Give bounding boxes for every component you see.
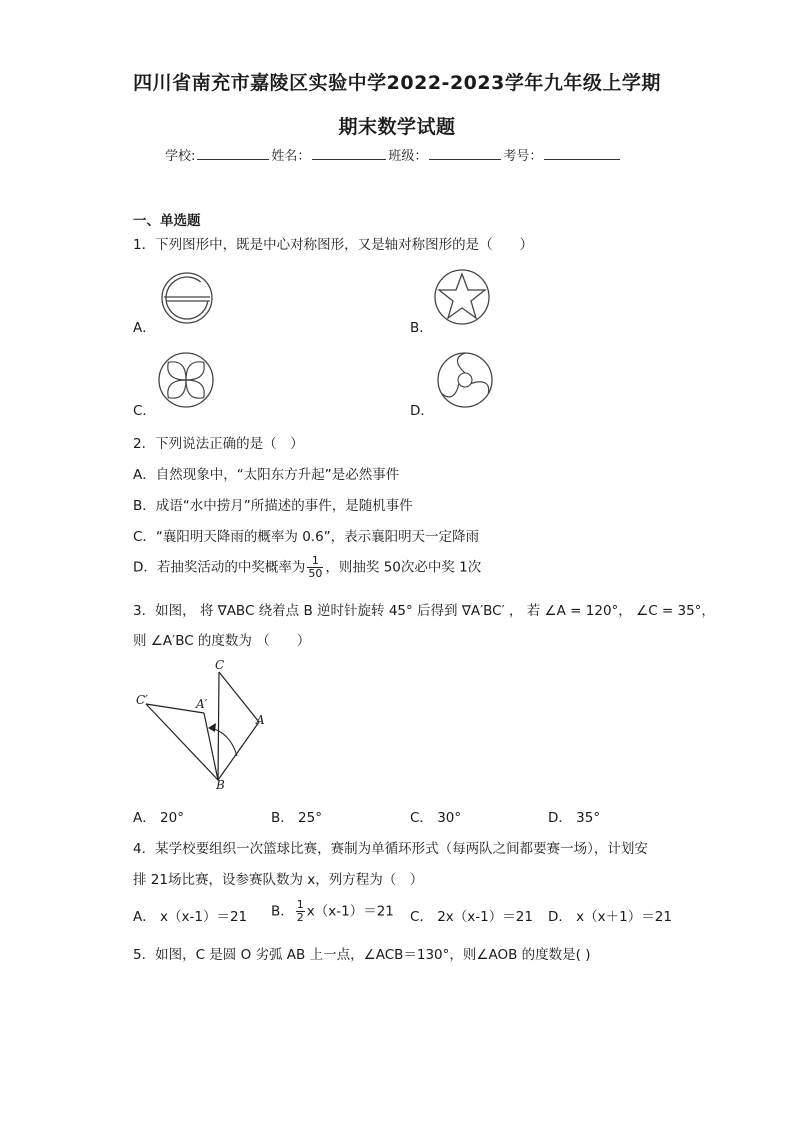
- q3-stem-line-2: 则 ∠A′BC 的度数为 （ ）: [133, 633, 311, 649]
- q1-option-d-label[interactable]: D．: [410, 403, 434, 419]
- q3-option-d[interactable]: D． 35°: [548, 810, 601, 826]
- q4-option-c[interactable]: C． 2x（x-1）＝21: [410, 909, 533, 925]
- star-in-circle-icon: [433, 268, 493, 328]
- q4-stem-line-1: 4．某学校要组织一次篮球比赛，赛制为单循环形式（每两队之间都要赛一场），计划安: [133, 841, 648, 857]
- school-blank[interactable]: [197, 145, 269, 160]
- q1-option-a-label[interactable]: A．: [133, 320, 156, 336]
- class-label: 班级：: [388, 149, 428, 164]
- q4-option-b-label: B．: [271, 903, 294, 920]
- figure-label-c-prime: C′: [136, 693, 148, 707]
- q1-stem: 1．下列图形中，既是中心对称图形，又是轴对称图形的是（ ）: [133, 237, 534, 253]
- q3-option-c[interactable]: C． 30°: [410, 810, 462, 826]
- q2-option-c[interactable]: C．“襄阳明天降雨的概率为 0.6”，表示襄阳明天一定降雨: [133, 529, 480, 545]
- q3-option-b[interactable]: B． 25°: [271, 810, 322, 826]
- q4-option-b-rest: x（x-1）＝21: [306, 903, 394, 920]
- q4-fraction-denominator: 2: [296, 911, 304, 924]
- rotation-triangle-figure: [130, 656, 280, 796]
- q2-fraction-denominator: 50: [308, 567, 323, 580]
- exam-title-line-2: 期末数学试题: [338, 116, 456, 138]
- student-info-row: [165, 145, 622, 164]
- exam-number-label: 考号：: [503, 149, 543, 164]
- q3-stem-line-1: 3．如图， 将 ∇ABC 绕着点 B 逆时针旋转 45° 后得到 ∇A′BC′ ， 若 ∠A = 120°， ∠C = 35°，: [133, 603, 715, 619]
- q2-option-d[interactable]: [133, 555, 481, 580]
- q2-option-b[interactable]: B．成语“水中捞月”所描述的事件，是随机事件: [133, 498, 413, 514]
- class-blank[interactable]: [429, 145, 501, 160]
- q4-fraction-numerator: 1: [296, 898, 304, 911]
- four-petal-flower-in-circle-icon: [157, 351, 217, 411]
- name-label: 姓名：: [271, 149, 311, 164]
- q4-option-b[interactable]: [271, 899, 394, 924]
- exam-title-line-1: 四川省南充市嘉陵区实验中学2022-2023学年九年级上学期: [133, 72, 661, 94]
- q4-option-a[interactable]: A． x（x-1）＝21: [133, 909, 248, 925]
- q1-option-b-label[interactable]: B．: [410, 320, 433, 336]
- q4-fraction: [296, 899, 305, 924]
- q2-option-d-prefix: D．若抽奖活动的中奖概率为: [133, 559, 306, 576]
- section-title: 一、单选题: [133, 213, 201, 229]
- three-swirl-in-circle-icon: [436, 351, 496, 411]
- q4-option-d[interactable]: D． x（x＋1）＝21: [548, 909, 672, 925]
- q5-stem: 5．如图，C 是圆 O 劣弧 AB 上一点，∠ACB＝130°，则∠AOB 的度数是( ): [133, 947, 591, 963]
- q2-option-a[interactable]: A．自然现象中，“太阳东方升起”是必然事件: [133, 467, 400, 483]
- figure-label-c: C: [215, 658, 225, 672]
- figure-label-a: A: [256, 713, 265, 727]
- q2-fraction: [307, 555, 323, 580]
- q3-option-a[interactable]: A． 20°: [133, 810, 184, 826]
- q1-option-c-label[interactable]: C．: [133, 403, 156, 419]
- name-blank[interactable]: [312, 145, 386, 160]
- school-label: 学校:: [165, 149, 196, 164]
- q2-fraction-numerator: 1: [307, 555, 323, 568]
- exam-number-blank[interactable]: [544, 145, 620, 160]
- q2-option-d-suffix: ，则抽奖 50次必中奖 1次: [325, 559, 482, 576]
- figure-label-a-prime: A′: [196, 697, 208, 711]
- q2-stem: 2．下列说法正确的是（ ）: [133, 436, 304, 452]
- figure-label-b: B: [216, 778, 225, 792]
- letter-e-in-circle-icon: [160, 270, 220, 330]
- q4-stem-line-2: 排 21场比赛，设参赛队数为 x，列方程为（ ）: [133, 872, 424, 888]
